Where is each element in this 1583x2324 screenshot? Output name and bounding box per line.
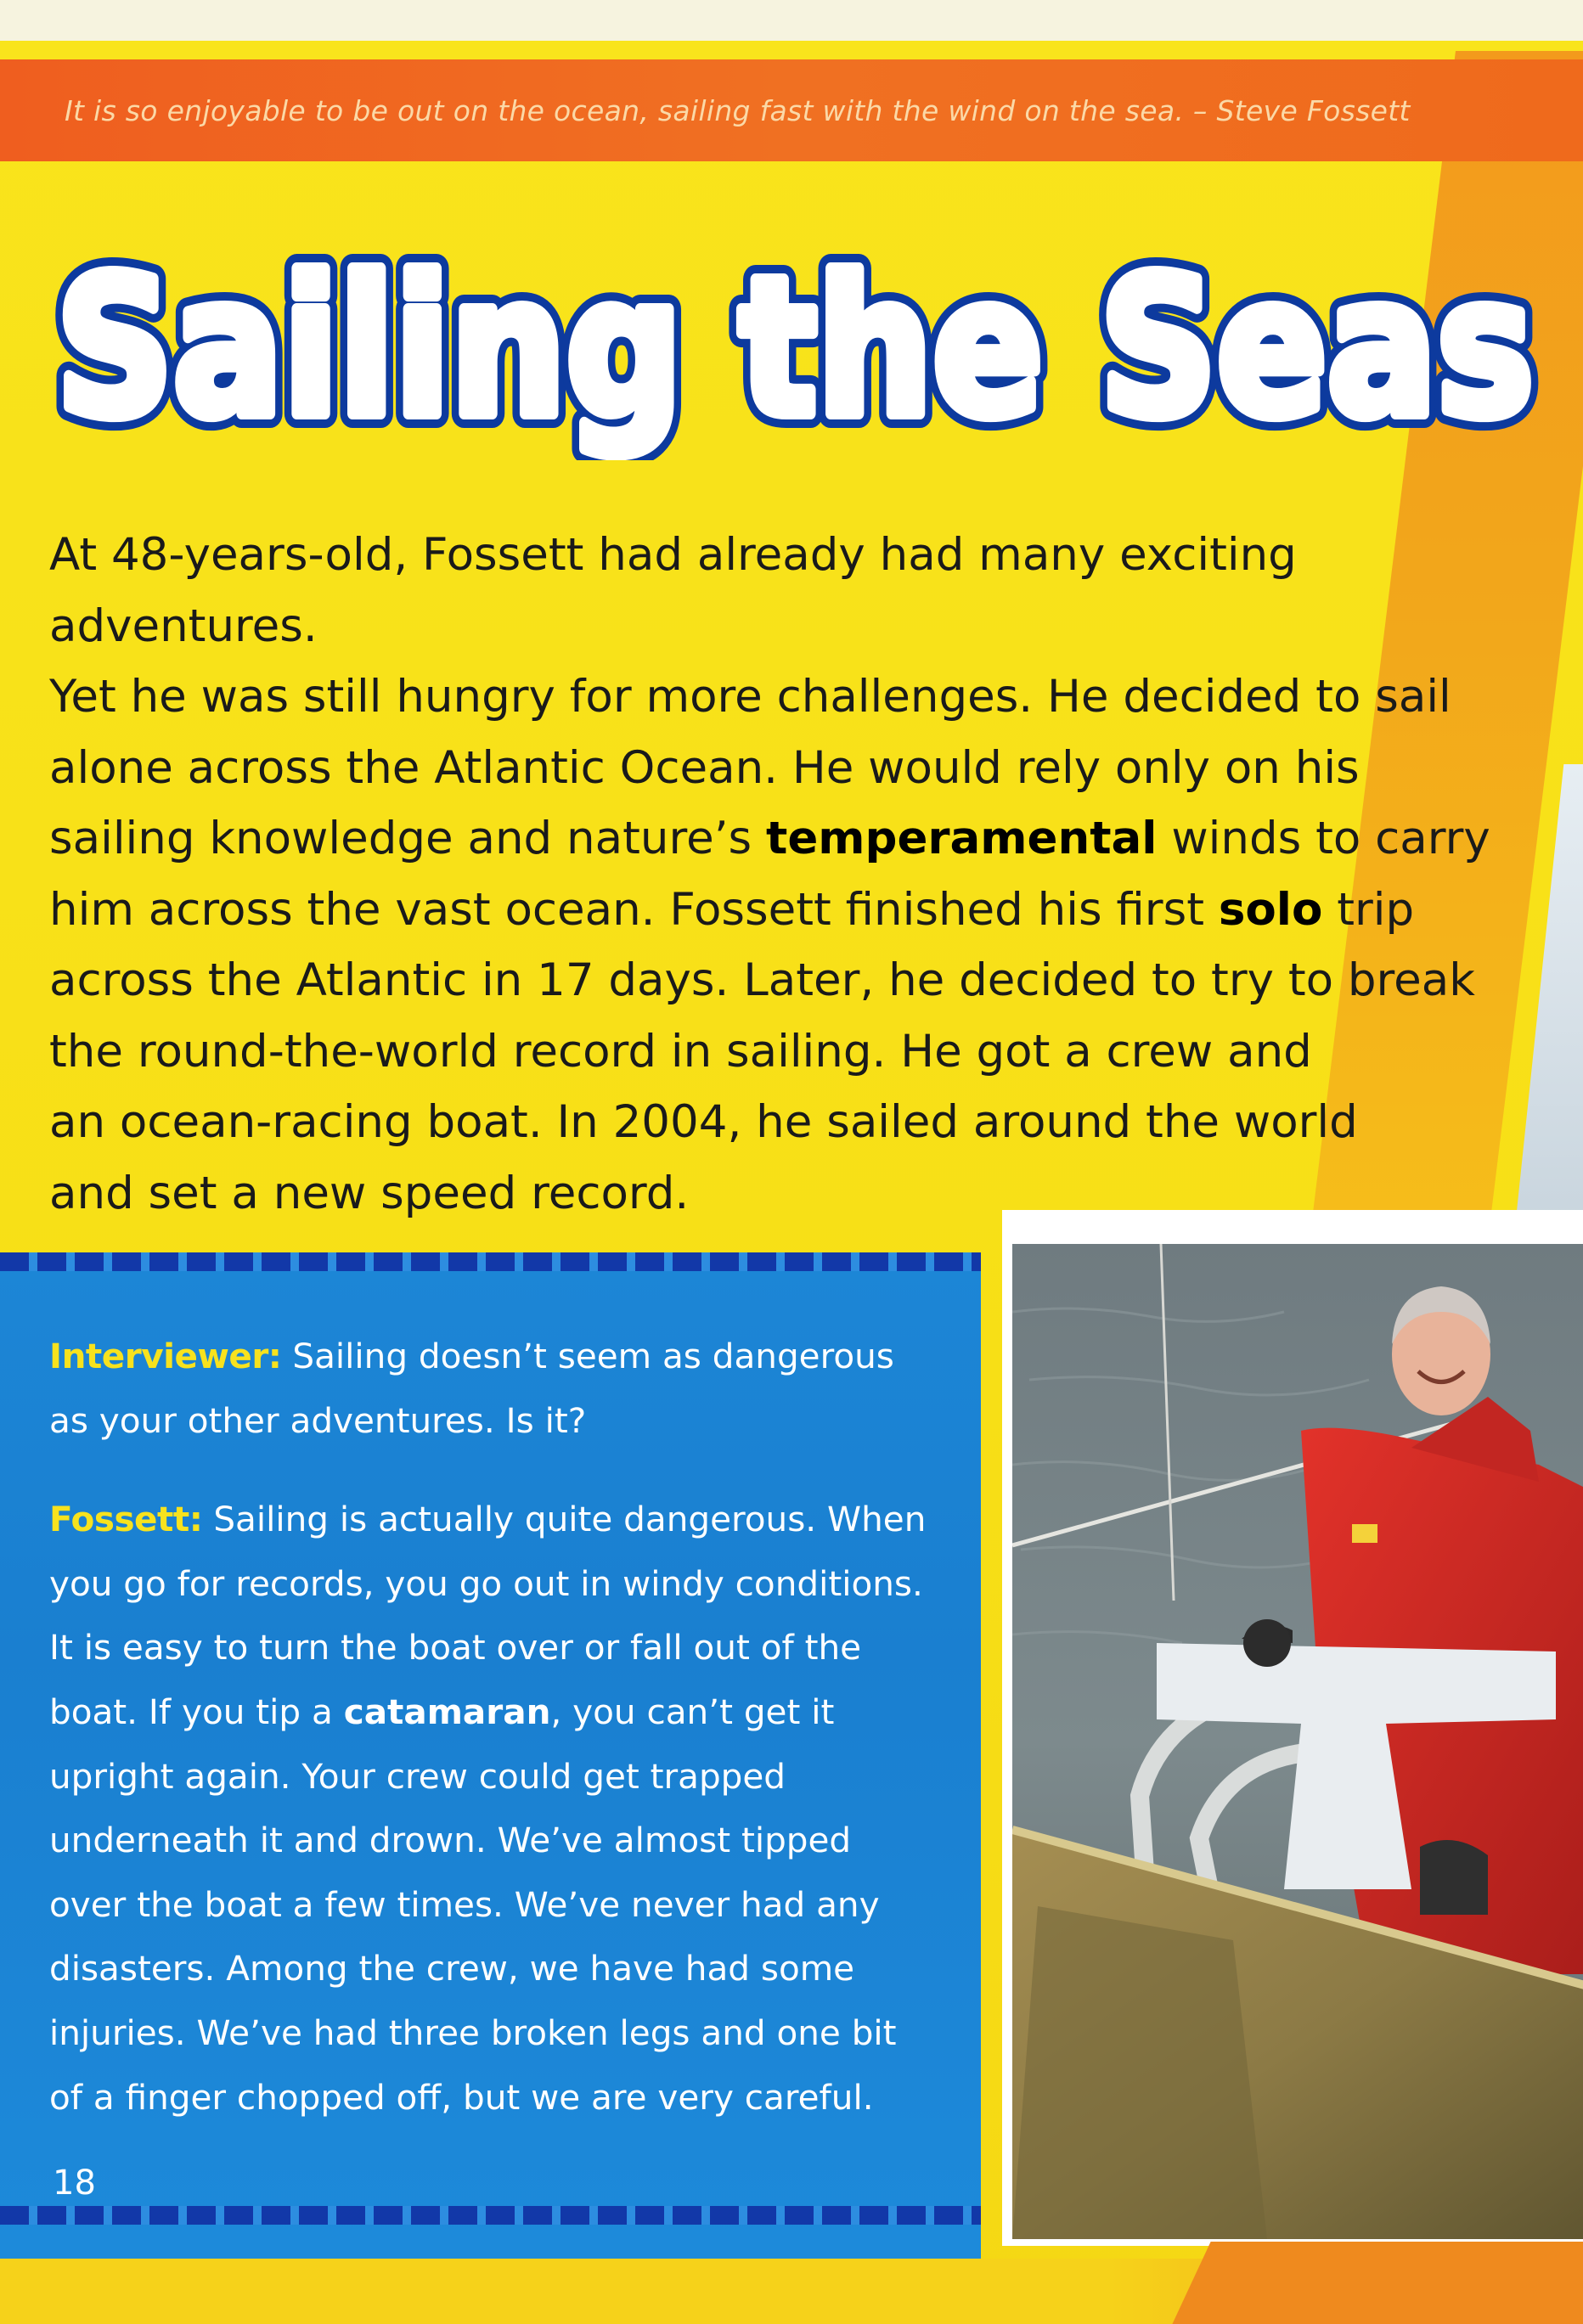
interview-question <box>49 1325 958 1453</box>
interview-text-span: of a finger chopped off, but we are very careful. <box>49 2076 874 2118</box>
quote-band <box>0 59 1583 161</box>
glossary-word-temperamental: temperamental <box>766 813 1158 864</box>
top-margin <box>0 0 1583 41</box>
body-line <box>49 803 1510 875</box>
sailor-at-helm-photo <box>1012 1244 1583 2239</box>
body-line: the round-the-world record in sailing. He got a crew and <box>49 1025 1312 1078</box>
interview-answer <box>49 1488 958 2130</box>
body-line: across the Atlantic in 17 days. Later, he decided to try to break <box>49 954 1475 1006</box>
body-line: alone across the Atlantic Ocean. He would rely only on his <box>49 741 1360 794</box>
body-line: and set a new speed record. <box>49 1167 690 1219</box>
quote-text: It is so enjoyable to be out on the ocean, sailing fast with the wind on the sea. – Steve Fossett <box>65 93 1411 127</box>
speaker-interviewer: Interviewer: <box>49 1336 282 1376</box>
interview-text-span: boat. If you tip a <box>49 1691 344 1732</box>
interview-text-span: injuries. We’ve had three broken legs and one bit <box>49 2012 897 2053</box>
interview-text-span: Sailing is actually quite dangerous. When <box>202 1499 927 1540</box>
title-outline: Sailing the Seas <box>56 237 1534 459</box>
interview-text <box>49 1325 958 2164</box>
body-line: Yet he was still hungry for more challenges. He decided to sail <box>49 671 1451 723</box>
body-line: At 48-years-old, Fossett had already had many exciting adventures. <box>49 529 1297 652</box>
interview-text-span: underneath it and drown. We’ve almost tipped <box>49 1820 852 1861</box>
title-white-rim: Sailing the Seas <box>56 237 1534 459</box>
body-text-span: sailing knowledge and nature’s <box>49 813 767 864</box>
dashed-border-bottom <box>0 2206 981 2225</box>
interview-text-span: as your other adventures. Is it? <box>49 1399 587 1441</box>
interview-text-span: you go for records, you go out in windy conditions. <box>49 1562 923 1604</box>
glossary-word-catamaran: catamaran <box>343 1691 551 1732</box>
body-text-span: winds to carry <box>1157 813 1490 864</box>
page-title <box>48 231 1542 460</box>
interview-text-span: over the boat a few times. We’ve never had any <box>49 1883 880 1925</box>
interview-text-span: , you can’t get it <box>550 1691 835 1732</box>
page-number: 18 <box>53 2164 96 2203</box>
interview-text-span: disasters. Among the crew, we have had some <box>49 1948 855 1989</box>
body-text-span: trip <box>1322 883 1415 936</box>
speaker-fossett: Fossett: <box>49 1499 203 1540</box>
body-line <box>49 875 1510 946</box>
bottom-orange-accent <box>1167 2242 1583 2324</box>
interview-text-span: upright again. Your crew could get trapped <box>49 1755 786 1797</box>
body-line: an ocean-racing boat. In 2004, he sailed around the world <box>49 1096 1358 1148</box>
interview-text-span: Sailing doesn’t seem as dangerous <box>281 1336 894 1376</box>
interview-text-span: It is easy to turn the boat over or fall out of the <box>49 1627 862 1668</box>
body-paragraph <box>49 520 1510 1229</box>
dashed-border-top <box>0 1252 981 1271</box>
title-text: Sailing the Seas <box>56 237 1534 459</box>
body-text-span: him across the vast ocean. Fossett finished his first <box>49 883 1219 936</box>
glossary-word-solo: solo <box>1218 883 1323 936</box>
